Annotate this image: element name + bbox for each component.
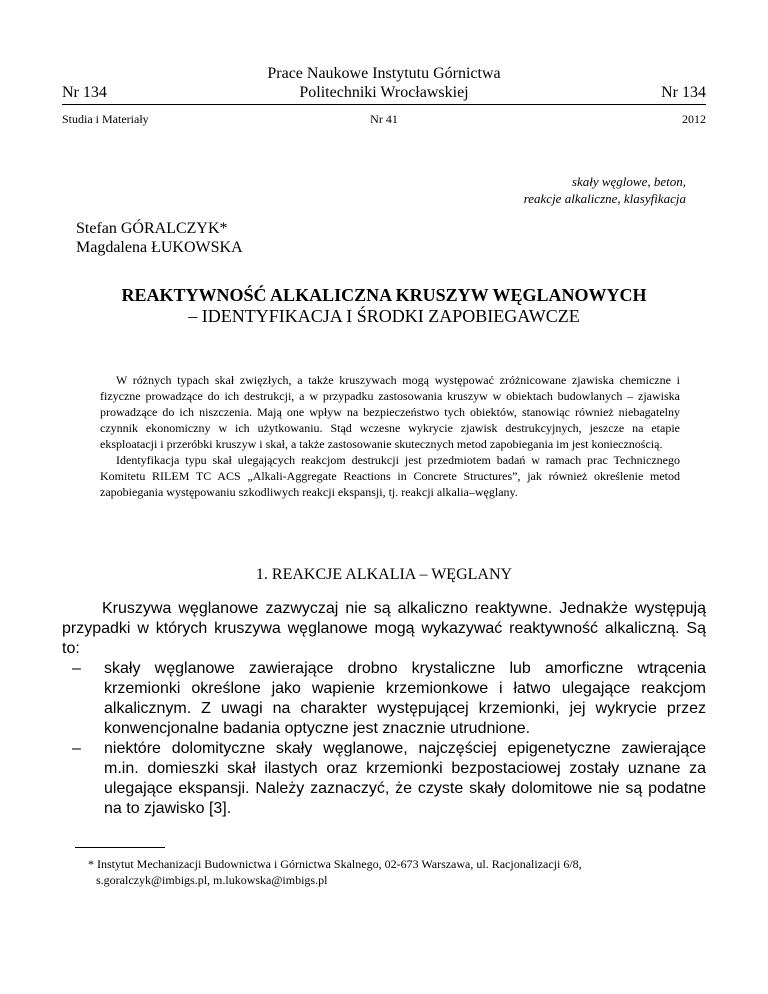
journal-title-line1: Prace Naukowe Instytutu Górnictwa [267,65,501,82]
bullet-list [62,659,706,819]
series-name: Studia i Materiały [62,112,149,126]
header-rule [62,104,706,105]
abstract-paragraph-1: W różnych typach skał zwięzłych, a także kruszywach mogą występować zróżnicowane zjawiska chemiczne i fizyczne prowadzące do ich destrukcji, a w przypadku zastosowania kruszyw w obiektach budowlanych – zjawiska prowadzące do ich niszczenia. Mają one wpływ na bezpieczeństwo tych obiektów, stanowiąc również niebagatelny czynnik ekonomiczny w ich użytkowaniu. Stąd wczesne wykrycie zjawisk destrukcyjnych, jeszcze na etapie eksploatacji i przeróbki kruszyw i skał, a także zastosowanie skutecznych metod zapobiegania im jest koniecznością. [100,373,680,451]
author-2: Magdalena ŁUKOWSKA [76,239,243,256]
authors [76,219,243,257]
dash-marker: – [72,660,81,677]
footnote [88,856,706,888]
abstract-paragraph-2: Identyfikacja typu skał ulegających reakcjom destrukcji jest przedmiotem badań w ramach prac Technicznego Komitetu RILEM TC ACS „Alkali-Aggregate Reactions in Concrete Structures”, jak również określenie metod zapobiegania występowaniu szkodliwych reakcji ekspansji, tj. reakcji alkalia–węglany. [100,453,680,499]
footnote-rule [75,847,165,848]
list-item [62,659,706,739]
keywords-line1: skały węglowe, beton, [571,174,686,189]
section-heading: 1. REAKCJE ALKALIA – WĘGLANY [255,566,513,583]
publication-year: 2012 [682,112,706,126]
header-nr-left: Nr 134 [62,84,107,101]
header-nr-right: Nr 134 [661,84,706,101]
list-item-text: skały węglanowe zawierające drobno krystaliczne lub amorficzne wtrącenia krzemionki określone jako wapienie krzemionkowe i łatwo ulegające reakcjom alkalicznym. Z uwagi na charakter występującej krzemionki, jej wykrycie przez konwencjonalne badania optyczne jest znacznie utrudnione. [104,660,706,737]
keywords [524,173,686,207]
section-body [62,599,706,819]
journal-title-line2: Politechniki Wrocławskiej [299,84,469,101]
list-item [62,739,706,819]
abstract [100,372,680,500]
paper-title-line2: – IDENTYFIKACJA I ŚRODKI ZAPOBIEGAWCZE [188,306,580,326]
journal-title [150,64,618,102]
paper-title [62,285,706,327]
author-1: Stefan GÓRALCZYK* [76,220,228,237]
paper-title-line1: REAKTYWNOŚĆ ALKALICZNA KRUSZYW WĘGLANOWYCH [121,285,647,305]
footnote-emails: s.goralczyk@imbigs.pl, m.lukowska@imbigs.pl [96,873,328,887]
issue-number: Nr 41 [370,112,398,126]
section-intro: Kruszywa węglanowe zazwyczaj nie są alkaliczno reaktywne. Jednakże występują przypadki w których kruszywa węglanowe mogą wykazywać reaktywność alkaliczną. Są to: [62,600,706,657]
dash-marker: – [72,740,81,757]
list-item-text: niektóre dolomityczne skały węglanowe, najczęściej epigenetyczne zawierające m.in. domieszki skał ilastych oraz krzemionki bezpostaciowej zostały uznane za ulegające ekspansji. Należy zaznaczyć, że czyste skały dolomitowe nie są podatne na to zjawisko [3]. [104,740,706,817]
footnote-affiliation: * Instytut Mechanizacji Budownictwa i Górnictwa Skalnego, 02-673 Warszawa, ul. Racjonalizacji 6/8, [88,857,582,871]
keywords-line2: reakcje alkaliczne, klasyfikacja [523,191,686,206]
